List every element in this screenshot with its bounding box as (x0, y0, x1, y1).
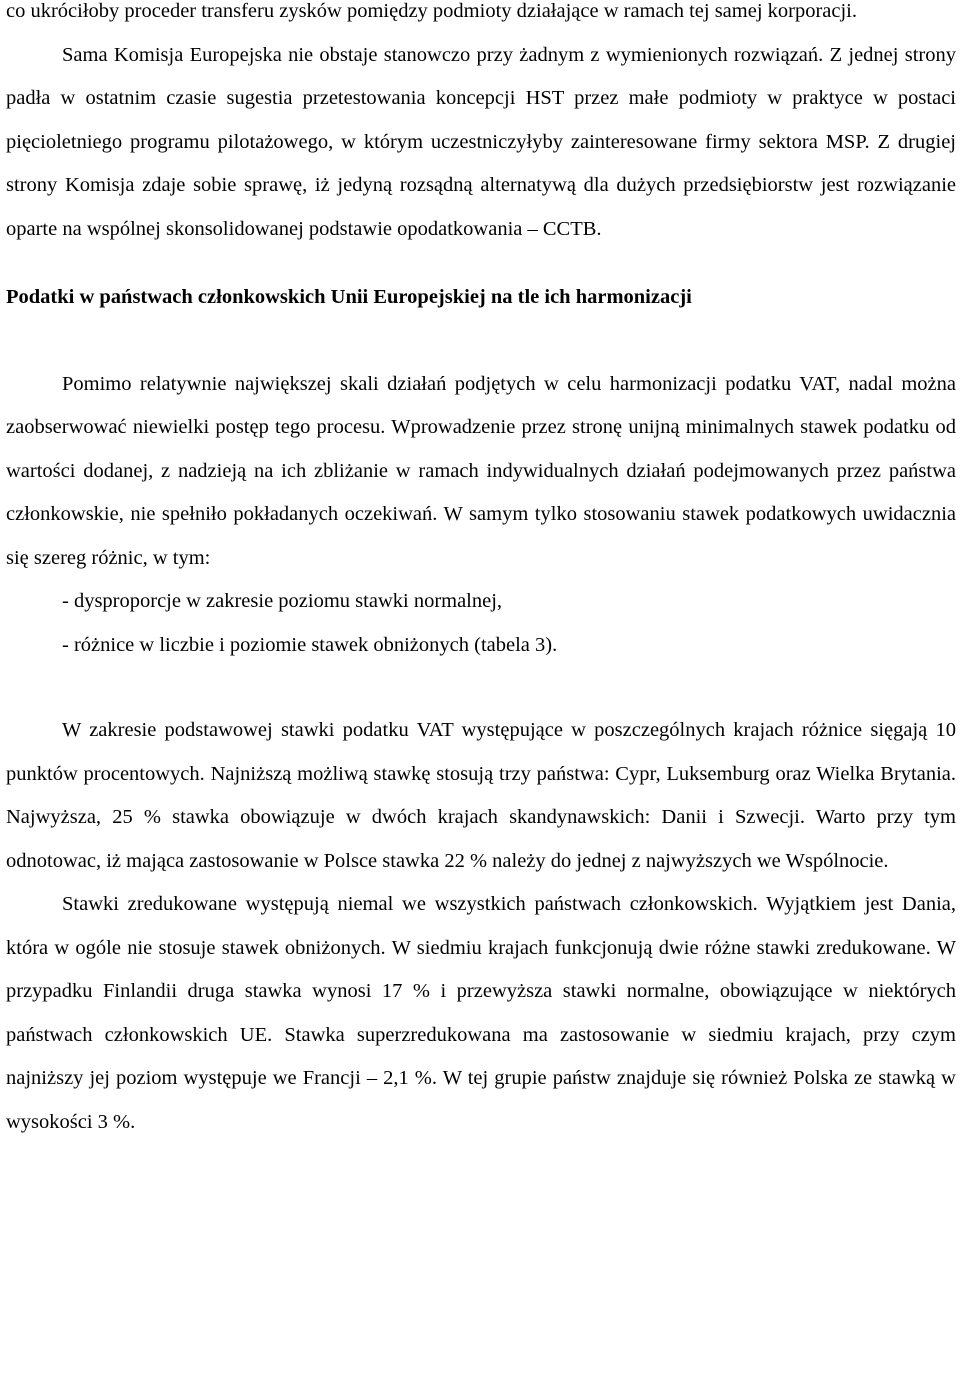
list-item: - dysproporcje w zakresie poziomu stawki normalnej, (62, 590, 503, 612)
section-heading: Podatki w państwach członkowskich Unii Europejskiej na tle ich harmonizacji (6, 286, 692, 308)
section-paragraph-reduced-rates: Stawki zredukowane występują niemal we wszystkich państwach członkowskich. Wyjątkiem jest Dania, która w ogóle nie stosuje stawek obniżonych. W siedmiu krajach funkcjonują dwie różne stawki zredukowane. W przypadku Finlandii druga stawka wynosi 17 % i przewyższa stawki normalne, obowiązujące w niektórych państwach członkowskich UE. Stawka superzredukowana ma zastosowanie w siedmiu krajach, przy czym najniższy jej poziom występuje we Francji – 2,1 %. W tej grupie państw znajduje się również Polska ze stawką w wysokości 3 %. (6, 893, 956, 1133)
intro-paragraph-commission: Sama Komisja Europejska nie obstaje stanowczo przy żadnym z wymienionych rozwiązań. Z jednej strony padła w ostatnim czasie sugestia przetestowania koncepcji HST przez małe podmioty w praktyce w postaci pięcioletniego programu pilotażowego, w którym uczestniczyłyby zainteresowane firmy sektora MSP. Z drugiej strony Komisja zdaje sobie sprawę, iż jedyną rozsądną alternatywą dla dużych przedsiębiorstw jest rozwiązanie oparte na wspólnej skonsolidowanej podstawie opodatkowania – CCTB. (6, 43, 956, 240)
section-paragraph-vat-harmonization: Pomimo relatywnie największej skali działań podjętych w celu harmonizacji podatku VAT, nadal można zaobserwować niewielki postęp tego procesu. Wprowadzenie przez stronę unijną minimalnych stawek podatku od wartości dodanej, z nadzieją na ich zbliżanie w ramach indywidualnych działań podejmowanych przez państwa członkowskie, nie spełniło pokładanych oczekiwań. W samym tylko stosowaniu stawek podatkowych uwidacznia się szereg różnic, w tym: (6, 372, 956, 569)
differences-list (6, 580, 956, 667)
list-item: - różnice w liczbie i poziomie stawek obniżonych (tabela 3). (62, 633, 558, 656)
intro-paragraph-continuation: co ukróciłoby proceder transferu zysków pomiędzy podmioty działające w ramach tej samej korporacji. (6, 0, 858, 22)
section-paragraph-basic-rate: W zakresie podstawowej stawki podatku VAT występujące w poszczególnych krajach różnice sięgają 10 punktów procentowych. Najniższą możliwą stawkę stosują trzy państwa: Cypr, Luksemburg oraz Wielka Brytania. Najwyższa, 25 % stawka obowiązuje w dwóch krajach skandynawskich: Danii i Szwecji. Warto przy tym odnotowac, iż mająca zastosowanie w Polsce stawka 22 % należy do jednej z najwyższych we Wspólnocie. (6, 719, 956, 872)
